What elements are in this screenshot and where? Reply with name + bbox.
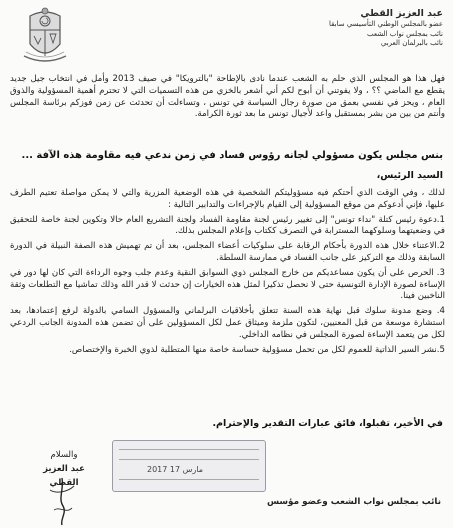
salutation: السيد الرئيس، (376, 170, 443, 181)
action-item-4: 4. وضع مدونة سلوك قبل نهاية هذه السنة تتعلق بأخلاقيات البرلماني والمسؤول السامي بالدولة لرفع إعتمادها، بعد استشارة موسعة من قبل المعنيين، لتكون ملزمة وميثاق عمل لكل المسؤولين على أن تضمن هذه المدونة الجانب الردعي لكل من يتعمد الإساءة لصورة المجلس في نظامه الداخلي. (10, 306, 445, 340)
author-block (325, 8, 443, 49)
signer-name: عبد العزيز القطي (43, 464, 85, 488)
author-title-1: عضو بالمجلس الوطني التأسيسي سابقا (329, 20, 443, 28)
handwritten-signature-icon (40, 476, 84, 526)
stamp-rule (119, 479, 259, 480)
signatory-title: نائب بمجلس نواب الشعب وعضو مؤسس (266, 497, 441, 507)
reception-stamp (112, 440, 266, 492)
action-item-2: 2.الاعتناء خلال هذه الدورة بأحكام الرقابة على سلوكيات أعضاء المجلس، بعد أن تم تهميش هذه الصفة النبيلة في الدورة السابقة وذلك مع التركيز على جانب الفساد في ممارسة السلطة. (10, 241, 445, 263)
intro-paragraph (10, 74, 445, 124)
section-heading: بنس مجلس يكون مسؤولي لجانه رؤوس فساد في زمن ندعي فيه مقاومة هذه الآفة ... (21, 150, 443, 161)
stamp-rule (119, 459, 259, 460)
stamp-rule (119, 449, 259, 450)
closing-line: في الأخير، تقبلوا، فائق عبارات التقدير والإحترام. (212, 418, 443, 429)
author-name: عبد العزيز القطي (360, 8, 443, 19)
action-item-1: 1.دعوة رئيس كتلة "نداء تونس" إلى تغيير رئيس لجنة مقاومة الفساد ولجنة التشريع العام حالا وتكوين لجنة خاصة للتحقيق في وضعيتهما وسلوكهما المسترابة في التصرف ككتاب وإعلام المجلس بذلك. (10, 214, 445, 237)
salaam-text: والسلام (50, 450, 78, 460)
author-title-3: نائب بالبرلمان العربي (380, 39, 443, 47)
action-item-5: 5.نشر السير الذاتية للعموم لكل من تحمل مسؤولية حساسة خاصة منها المتطلبة لذوي الخبرة والإختصاص. (69, 344, 445, 355)
author-title-2: نائب بمجلس نواب الشعب (366, 29, 443, 38)
letter-header (6, 4, 447, 74)
intro-text: فهل هذا هو المجلس الذي حلم به الشعب عندما نادى بالإطاحة "بالترويكا" في صيف 2013 وأمل في انتخاب جيل جديد يقطع مع الماضي ؟؟ ، ولا يفوتني أن أبوح لكم أني أشعر بالخزي من هذه التسميات التي لا تحترم أهمية المسؤولية والذوق العام ، ويحز في نفسي بعمق من صورة رجال السياسة في تونس ، وتساءلت أن تحدثت عن زمن فوزكم برئاسة المجلس وأنتم من بين من بشر بمستقبل واعد لأجيال تونس ما بعد ثورة الكرامة. (10, 74, 446, 120)
body-paragraph: لذلك ، وفي الوقت الذي أحتكم فيه مسؤوليتكم الشخصية في هذه الوضعية المزرية والتي لا يمكن مواصلة تعتيم الطرف عليها، فإني أدعوكم من موقع المسؤولية إلى القيام بالإجراءات والتدابير التالية : (10, 188, 445, 210)
letter-body (10, 188, 445, 359)
action-item-3: 3. الحرص على أن يكون مساعديكم من خارج المجلس ذوي السوابق النقية وعدم جلب وجوه الرداءة التي كان لها دور في الإساءة لصورة الإدارة التونسية حتى لا نحصل تذكيرا لمثل هذه الخيارات إن حدثت لا قدر الله وذلك تماشيا مع التطلعات وثقة الناخبين فينا. (10, 267, 445, 302)
stamp-date: 2017 مارس 17 (147, 465, 203, 474)
tunisia-coat-of-arms-icon (16, 6, 74, 70)
